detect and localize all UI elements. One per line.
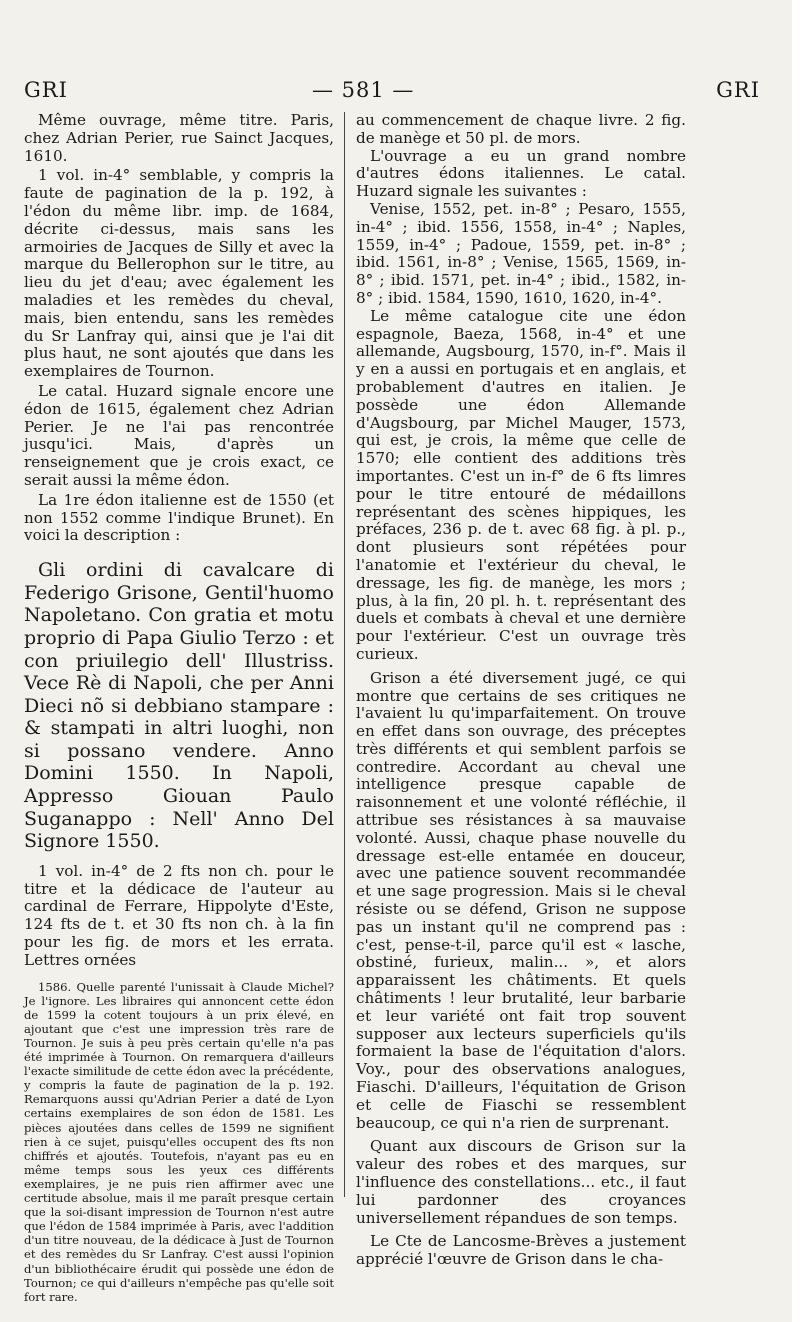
italian-title-block: Gli ordini di cavalcare di Federigo Grisone, Gentil'huomo Napoletano. Con gratia et motu proprio di Papa Giulio Terzo : et con priuilegio dell' Illustriss. Vece Rè di Napoli, che per Anni Dieci nõ si debbiano stampare : & stampati in altri luoghi, non si possano vendere. Anno Domini 1550. In Napoli, Appresso Giouan Paulo Suganappo : Nell' Anno Del Signore 1550. [24,559,334,853]
left-column [24,112,334,1304]
right-paragraph-6: Quant aux discours de Grison sur la valeur des robes et des marques, sur l'influence des constellations... etc., il faut lui pardonner des croyances universellement répandues de son temps. [356,1137,686,1227]
right-paragraph-4: Le même catalogue cite une édon espagnole, Baeza, 1568, in-4° et une allemande, Augsbourg, 1570, in-f°. Mais il y en a aussi en portugais et en anglais, et probablement d'autres en italien. Je possède une édon Allemande d'Augsbourg, par Michel Mauger, 1573, qui est, je crois, la même que celle de 1570; elle contient des additions très importantes. C'est un in-f° de 6 fts limres pour le titre entouré de médaillons représentant des scènes hippiques, les préfaces, 236 p. de t. avec 68 fig. à pl. p., dont plusieurs sont répétées pour l'anatomie et l'extérieur du cheval, le dressage, les fig. de manège, les mors ; plus, à la fin, 20 pl. h. t. représentant des duels et combats à cheval et une dernière pour l'extérieur. C'est un ouvrage très curieux. [356,306,686,663]
right-paragraph-1: au commencement de chaque livre. 2 fig. de manège et 50 pl. de mors. [356,111,686,147]
right-paragraph-2: L'ouvrage a eu un grand nombre d'autres édons italiennes. Le catal. Huzard signale les suivantes : [356,146,686,201]
running-head-right: GRI [716,78,760,102]
page-number: — 581 — [312,78,415,102]
page-right-margin [792,0,800,1322]
left-paragraph-4: La 1re édon italienne est de 1550 (et non 1552 comme l'indique Brunet). En voici la description : [24,490,334,545]
right-column [356,112,686,1269]
left-paragraph-2: 1 vol. in-4° semblable, y compris la faute de pagination de la p. 192, à l'édon du même libr. imp. de 1684, décrite ci-dessus, mais sans les armoiries de Jacques de Silly et avec la marque du Bellerophon sur le titre, au lieu du jet d'eau; avec également les maladies et les remèdes du cheval, mais, bien entendu, sans les remèdes du Sr Lanfray qui, ainsi que je l'ai dit plus haut, ne sont ajoutés que dans les exemplaires de Tournon. [24,166,334,381]
right-paragraph-3: Venise, 1552, pet. in-8° ; Pesaro, 1555, in-4° ; ibid. 1556, 1558, in-4° ; Naples, 1559, in-4° ; Padoue, 1559, pet. in-8° ; ibid. 1561, in-8° ; Venise, 1565, 1569, in-8° ; ibid. 1571, pet. in-4° ; ibid., 1582, in-8° ; ibid. 1584, 1590, 1610, 1620, in-4°. [356,199,686,307]
running-head-left: GRI [24,78,68,102]
right-paragraph-7: Le Cte de Lancosme-Brèves a justement apprécié l'œuvre de Grison dans le cha- [356,1232,686,1269]
left-paragraph-3: Le catal. Huzard signale encore une édon de 1615, également chez Adrian Perier. Je ne l'ai pas rencontrée jusqu'ici. Mais, d'après un renseignement que je crois exact, ce serait aussi la même édon. [24,381,334,489]
left-paragraph-1: Même ouvrage, même titre. Paris, chez Adrian Perier, rue Sainct Jacques, 1610. [24,111,334,165]
left-paragraph-5: 1 vol. in-4° de 2 fts non ch. pour le titre et la dédicace de l'auteur au cardinal de Ferrare, Hippolyte d'Este, 124 fts de t. et 30 fts non ch. à la fin pour les fig. de mors et les errata. Lettres ornées [24,861,334,969]
column-divider [344,112,345,1197]
footnote: 1586. Quelle parenté l'unissait à Claude Michel? Je l'ignore. Les libraires qui annoncent cette édon de 1599 la cotent toujours à un prix élevé, en ajoutant que c'est une impression très rare de Tournon. Je suis à peu près certain qu'elle n'a pas été imprimée à Tournon. On remarquera d'ailleurs l'exacte similitude de cette édon avec la précédente, y compris la faute de pagination de la p. 192. Remarquons aussi qu'Adrian Perier a daté de Lyon certains exemplaires de son édon de 1581. Les pièces ajoutées dans celles de 1599 ne signifient rien à ce sujet, puisqu'elles occupent des fts non chiffrés et ajoutés. Toutefois, n'ayant pas eu en même temps sous les yeux ces différents exemplaires, je ne puis rien affirmer avec une certitude absolue, mais il me paraît presque certain que la soi-disant impression de Tournon n'est autre que l'édon de 1584 imprimée à Paris, avec l'addition d'un titre nouveau, de la dédicace à Just de Tournon et des remèdes du Sr Lanfray. C'est aussi l'opinion d'un bibliothécaire érudit qui possède une édon de Tournon; ce qui d'ailleurs n'empêche pas qu'elle soit fort rare. [24,979,334,1304]
right-paragraph-5: Grison a été diversement jugé, ce qui montre que certains de ses critiques ne l'avaient lu qu'imparfaitement. On trouve en effet dans son ouvrage, des préceptes très différents et qui semblent parfois se contredire. Accordant au cheval une intelligence presque capable de raisonnement et une volonté réfléchie, il attribue ses résistances à sa mauvaise volonté. Aussi, chaque phase nouvelle du dressage est-elle entamée en douceur, avec une patience souvent recommandée et une sage progression. Mais si le cheval résiste ou se défend, Grison ne suppose pas un instant qu'il ne comprend pas : c'est, pense-t-il, parce qu'il est « lasche, obstiné, furieux, malin... », et alors apparaissent les châtiments. Et quels châtiments ! leur brutalité, leur barbarie et leur variété ont fait trop souvent supposer aux lecteurs superficiels qu'ils formaient la base de l'équitation d'alors. Voy., pour des observations analogues, Fiaschi. D'ailleurs, l'équitation de Grison et celle de Fiaschi se ressemblent beaucoup, ce qui n'a rien de surprenant. [356,668,686,1132]
